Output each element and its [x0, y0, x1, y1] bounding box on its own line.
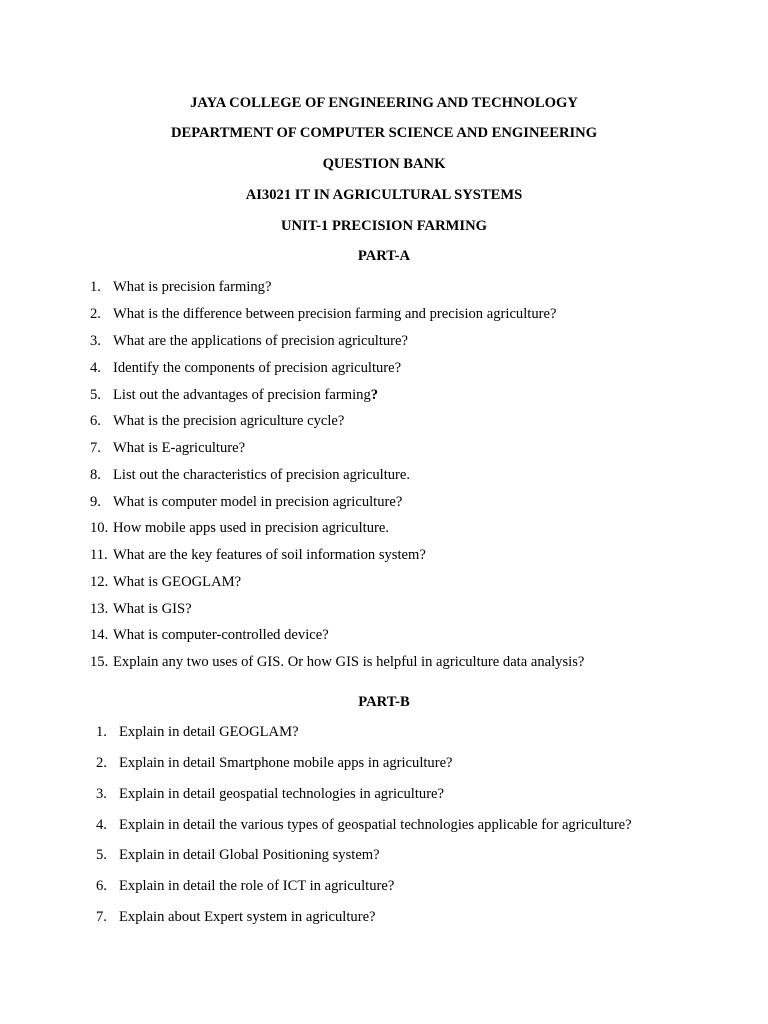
- question-number: 2.: [90, 306, 101, 322]
- question-text: [113, 466, 410, 484]
- question-text-main: List out the advantages of precision farming: [113, 387, 371, 403]
- question-text-main: Explain in detail geospatial technologies in agriculture?: [119, 786, 445, 802]
- question-text: [113, 573, 241, 591]
- question-text-main: What is computer model in precision agriculture?: [113, 494, 403, 510]
- question-text-main: What are the applications of precision agriculture?: [113, 333, 408, 349]
- college-name: JAYA COLLEGE OF ENGINEERING AND TECHNOLOGY: [190, 95, 578, 111]
- question-number: 1.: [90, 279, 101, 295]
- question-number: 3.: [90, 333, 101, 349]
- department-name: DEPARTMENT OF COMPUTER SCIENCE AND ENGINEERING: [170, 125, 598, 141]
- question-text: [113, 653, 584, 671]
- question-number: 4.: [96, 817, 107, 833]
- question-number: 13.: [90, 601, 109, 617]
- question-text-main: What is the precision agriculture cycle?: [113, 413, 345, 429]
- question-text: [119, 816, 632, 834]
- question-text: [119, 723, 299, 741]
- question-number: 15.: [90, 654, 109, 670]
- question-text-main: What are the key features of soil information system?: [113, 547, 426, 563]
- question-text-main: What is E-agriculture?: [113, 440, 246, 456]
- question-text: [113, 600, 192, 618]
- question-text-main: Explain in detail Global Positioning system?: [119, 847, 380, 863]
- question-number: 6.: [90, 413, 101, 429]
- question-text: [113, 519, 389, 537]
- question-text: [113, 412, 344, 430]
- question-text-suffix: ?: [370, 387, 379, 403]
- question-text-main: Explain in detail GEOGLAM?: [119, 724, 299, 740]
- question-text: [119, 754, 453, 772]
- question-number: 5.: [96, 847, 107, 863]
- question-number: 14.: [90, 627, 109, 643]
- question-number: 1.: [96, 724, 107, 740]
- question-number: 7.: [90, 440, 101, 456]
- course-title: AI3021 IT IN AGRICULTURAL SYSTEMS: [245, 187, 523, 203]
- question-number: 4.: [90, 360, 101, 376]
- question-number: 8.: [90, 467, 101, 483]
- question-text-main: What is the difference between precision farming and precision agriculture?: [113, 306, 557, 322]
- question-number: 9.: [90, 494, 101, 510]
- question-text-main: Explain in detail the role of ICT in agriculture?: [119, 878, 395, 894]
- question-text: [113, 332, 408, 350]
- question-number: 5.: [90, 387, 101, 403]
- question-text-main: Explain any two uses of GIS. Or how GIS is helpful in agriculture data analysis?: [113, 654, 585, 670]
- question-text-main: What is GEOGLAM?: [113, 574, 242, 590]
- question-text: [113, 439, 245, 457]
- question-number: 12.: [90, 574, 109, 590]
- question-number: 2.: [96, 755, 107, 771]
- question-number: 11.: [90, 547, 108, 563]
- question-text: [113, 626, 329, 644]
- question-number: 7.: [96, 909, 107, 925]
- question-text-main: List out the characteristics of precision agriculture.: [113, 467, 411, 483]
- question-text-main: What is precision farming?: [113, 279, 272, 295]
- document-type: QUESTION BANK: [322, 156, 446, 172]
- question-text: [113, 278, 271, 296]
- question-text: [113, 359, 401, 377]
- question-text: [113, 386, 378, 404]
- part-b-title: PART-B: [358, 694, 410, 710]
- question-number: 6.: [96, 878, 107, 894]
- question-text-main: How mobile apps used in precision agriculture.: [113, 520, 389, 536]
- question-text-main: What is computer-controlled device?: [113, 627, 329, 643]
- question-text-main: What is GIS?: [113, 601, 192, 617]
- question-text: [113, 493, 402, 511]
- question-text: [113, 305, 556, 323]
- question-text-main: Identify the components of precision agriculture?: [113, 360, 402, 376]
- question-text: [119, 785, 444, 803]
- question-text: [119, 908, 376, 926]
- unit-title: UNIT-1 PRECISION FARMING: [281, 218, 487, 234]
- question-text: [119, 877, 394, 895]
- question-text-main: Explain in detail the various types of geospatial technologies applicable for agriculture?: [119, 817, 632, 833]
- question-text: [113, 546, 426, 564]
- question-text: [119, 846, 380, 864]
- part-a-title: PART-A: [357, 248, 411, 264]
- question-number: 10.: [90, 520, 109, 536]
- question-number: 3.: [96, 786, 107, 802]
- question-text-main: Explain about Expert system in agriculture?: [119, 909, 376, 925]
- question-text-main: Explain in detail Smartphone mobile apps in agriculture?: [119, 755, 453, 771]
